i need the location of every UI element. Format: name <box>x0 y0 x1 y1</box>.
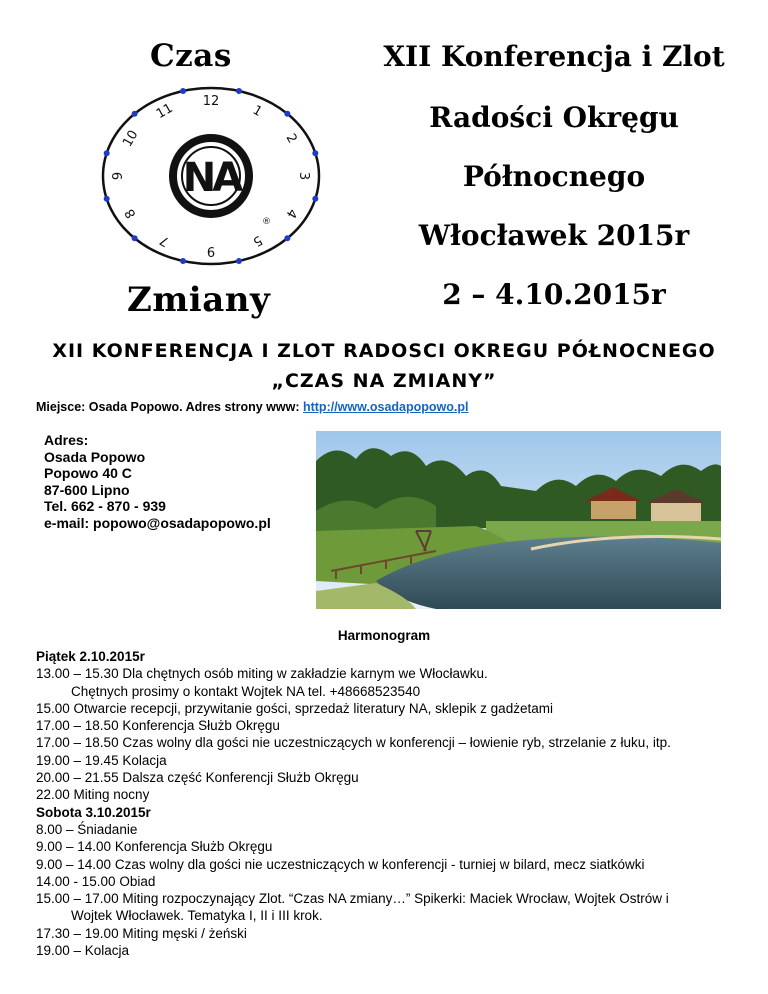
schedule-item: Wojtek Włocławek. Tematyka I, II i III krok. <box>71 908 323 924</box>
header-line-4: Włocławek 2015r <box>418 219 690 252</box>
clock-dot <box>312 196 318 202</box>
clock-dot <box>132 235 138 241</box>
schedule-list <box>36 648 756 959</box>
address-line: Popowo 40 C <box>44 465 132 481</box>
clock-dot <box>236 88 242 94</box>
clock-dot <box>236 258 242 264</box>
schedule-item: 15.00 Otwarcie recepcji, przywitanie gości, sprzedaż literatury NA, sklepik z gadżetami <box>36 700 553 716</box>
clock-number: 9 <box>206 243 216 258</box>
clock-number: 5 <box>249 231 265 250</box>
house-2-wall <box>651 501 701 521</box>
house-1-wall <box>591 499 636 519</box>
na-clock-logo <box>86 74 336 278</box>
schedule-day: Piątek 2.10.2015r <box>36 649 145 664</box>
schedule-item: Chętnych prosimy o kontakt Wojtek NA tel. +48668523540 <box>71 683 421 699</box>
subtitle-line-2: „CZAS NA ZMIANY” <box>271 370 497 392</box>
schedule-item: 17.00 – 18.50 Konferencja Służb Okręgu <box>36 718 280 734</box>
clock-number: 2 <box>282 131 300 147</box>
header-line-3: Północnego <box>462 160 646 193</box>
schedule-item: 19.00 – 19.45 Kolacja <box>36 752 167 768</box>
clock-number: 12 <box>202 94 220 109</box>
address-line: Tel. 662 - 870 - 939 <box>44 498 166 514</box>
schedule-item: 19.00 – Kolacja <box>36 943 130 959</box>
header-line-2: Radości Okręgu <box>429 101 679 134</box>
clock-dot <box>312 150 318 156</box>
clock-number: 9 <box>111 171 126 181</box>
address-line: 87-600 Lipno <box>44 481 130 498</box>
location-label: Miejsce: Osada Popowo. Adres strony www: <box>36 400 303 414</box>
clock-number: 3 <box>296 171 311 181</box>
location-line <box>36 400 468 414</box>
schedule-item: 9.00 – 14.00 Konferencja Służb Okręgu <box>36 839 273 855</box>
schedule-item: 20.00 – 21.55 Dalsza część Konferencji Służb Okręgu <box>36 770 359 786</box>
website-link[interactable]: http://www.osadapopowo.pl <box>302 400 469 414</box>
clock-number: 8 <box>122 205 140 221</box>
schedule-item: 8.00 – Śniadanie <box>36 821 138 837</box>
registered-mark: ® <box>262 217 271 227</box>
clock-number: 11 <box>153 100 176 123</box>
logo-word-czas: Czas <box>150 38 232 74</box>
clock-number: 1 <box>249 102 265 121</box>
clock-dot <box>180 258 186 264</box>
header-line-1: XII Konferencja i Zlot <box>383 40 725 73</box>
clock-dot <box>180 88 186 94</box>
clock-dot <box>132 111 138 117</box>
schedule-title: Harmonogram <box>337 628 431 643</box>
clock-number: 4 <box>282 205 300 221</box>
schedule-item: 22.00 Miting nocny <box>36 787 150 803</box>
address-block <box>44 432 271 531</box>
schedule-day: Sobota 3.10.2015r <box>36 804 151 820</box>
address-line: Osada Popowo <box>44 448 146 465</box>
clock-dot <box>104 150 110 156</box>
schedule-item: 9.00 – 14.00 Czas wolny dla gości nie uczestniczących w konferencji - turniej w bilard, mecz siatkówki <box>36 856 645 872</box>
na-letters: NA <box>182 155 240 201</box>
logo-word-zmiany: Zmiany <box>127 280 271 320</box>
schedule-item: 17.00 – 18.50 Czas wolny dla gości nie uczestniczących w konferencji – łowienie ryb, strzelanie z łuku, itp. <box>36 735 671 751</box>
clock-dot <box>284 111 290 117</box>
address-line: Adres: <box>44 432 89 448</box>
clock-dot <box>284 235 290 241</box>
header-line-5: 2 – 4.10.2015r <box>442 278 666 311</box>
schedule-item: 13.00 – 15.30 Dla chętnych osób miting w zakładzie karnym we Włocławku. <box>36 666 488 682</box>
subtitle-line-1: XII KONFERENCJA I ZLOT RADOSCI OKREGU PÓŁNOCNEGO <box>52 340 716 362</box>
schedule-item: 17.30 – 19.00 Miting męski / żeński <box>36 925 247 941</box>
schedule-item: 15.00 – 17.00 Miting rozpoczynający Zlot. “Czas NA zmiany…” Spikerki: Maciek Wrocław, Wojtek Ostrów i <box>36 891 669 907</box>
clock-number: 10 <box>120 127 142 150</box>
address-line: e-mail: popowo@osadapopowo.pl <box>44 514 271 531</box>
clock-dot <box>104 196 110 202</box>
osada-popowo-photo <box>316 431 721 609</box>
clock-number: 7 <box>157 231 173 250</box>
schedule-item: 14.00 - 15.00 Obiad <box>36 873 156 889</box>
